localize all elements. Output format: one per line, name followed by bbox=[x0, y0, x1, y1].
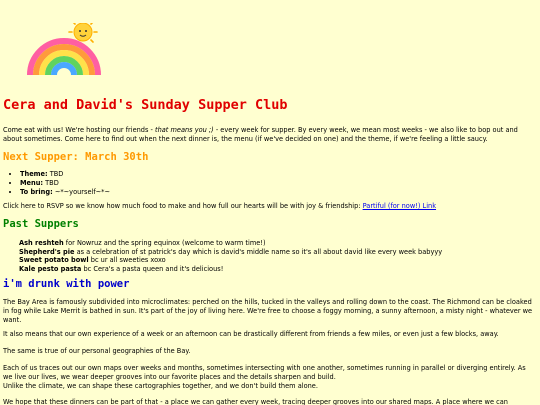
intro-emphasis: that means you ;) bbox=[155, 126, 214, 134]
dish-description: as a celebration of st patrick's day which is david's middle name so it's all about david like every week babyyy bbox=[74, 247, 443, 256]
intro-text-after: - every week for supper. By every week, we mean most weeks - we also like to bop out and about sometimes. Come here to find out when the next dinner is, the menu (if we've decided on one) and the theme, if we're feeling a little saucy. bbox=[3, 126, 518, 143]
dish-description: bc Cera's a pasta queen and it's delicious! bbox=[81, 264, 224, 273]
rsvp-text: Click here to RSVP so we know how much food to make and how full our hearts will be with joy & friendship: bbox=[3, 202, 363, 210]
list-item bbox=[19, 239, 442, 248]
essay-paragraph: We hope that these dinners can be part of that - a place we can gather every week, tracing deeper grooves into our shared maps. A place where we can bbox=[3, 398, 508, 405]
dish-name: Shepherd's pie bbox=[19, 247, 75, 256]
partiful-rsvp-link[interactable]: Partiful (for now!) Link bbox=[362, 202, 437, 210]
essay-paragraph: Each of us traces out our own maps over weeks and months, sometimes intersecting with one another, sometimes running in parallel or diverging entirely. As we live our lives, we wear deeper grooves into our favorite places and the details sharpen and build. bbox=[3, 364, 526, 381]
essay-paragraph: The Bay Area is famously subdivided into microclimates: perched on the hills, tucked in the valleys and rolling down to the coast. The Richmond can be cloaked in fog while Lake Merrit is bathed in sun. It's part of the joy of living here. We're free to choose a foggy morning, a sunny afternoon, a misty night - whatever we want. bbox=[3, 298, 533, 324]
essay-paragraph: It also means that our own experience of a week or an afternoon can be drastically different from friends a few miles, or even just a few blocks, away. bbox=[3, 330, 499, 338]
list-item bbox=[19, 256, 442, 265]
detail-value: ~*~yourself~*~ bbox=[52, 188, 110, 196]
dish-description: for Nowruz and the spring equinox (welcome to warm time!) bbox=[63, 239, 266, 247]
list-item bbox=[19, 248, 442, 257]
detail-value: TBD bbox=[43, 179, 59, 187]
essay-paragraph: The same is true of our personal geographies of the Bay. bbox=[3, 347, 191, 355]
detail-to-bring bbox=[20, 188, 110, 197]
past-suppers-heading: Past Suppers bbox=[3, 218, 79, 230]
essay-paragraph: Unlike the climate, we can shape these cartographies together, and we don't build them alone. bbox=[3, 382, 318, 390]
dish-name: Kale pesto pasta bbox=[19, 264, 82, 273]
dish-description: bc ur all sweeties xoxo bbox=[88, 256, 166, 264]
detail-theme bbox=[20, 170, 110, 179]
intro-text-before: Come eat with us! We're hosting our friends - bbox=[3, 126, 155, 134]
essay-heading: i'm drunk with power bbox=[3, 278, 130, 290]
detail-label: Menu: bbox=[20, 179, 44, 187]
list-item bbox=[19, 265, 442, 274]
intro-paragraph bbox=[3, 126, 537, 144]
next-supper-details bbox=[7, 170, 110, 197]
dish-name: Ash reshteh bbox=[19, 239, 64, 247]
detail-label: Theme: bbox=[20, 170, 48, 178]
next-supper-heading: Next Supper: March 30th bbox=[3, 151, 149, 163]
detail-value: TBD bbox=[47, 170, 64, 178]
detail-menu bbox=[20, 179, 110, 188]
rainbow-sun-icon bbox=[26, 23, 102, 75]
past-suppers-list bbox=[19, 239, 442, 273]
page-title: Cera and David's Sunday Supper Club bbox=[3, 97, 288, 113]
dish-name: Sweet potato bowl bbox=[19, 256, 89, 264]
rsvp-paragraph bbox=[3, 202, 537, 211]
detail-label: To bring: bbox=[20, 188, 53, 196]
